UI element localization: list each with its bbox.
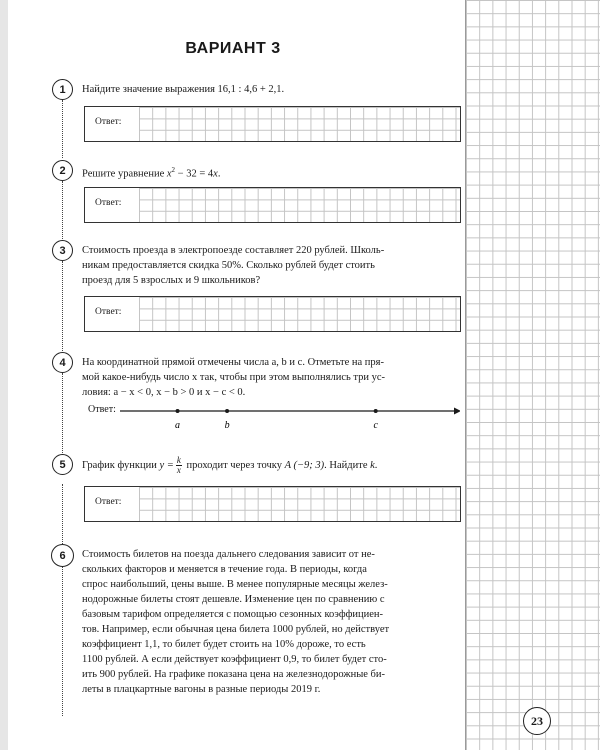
task-connector bbox=[62, 100, 63, 158]
answer-label: Ответ: bbox=[95, 497, 122, 507]
number-line-arrow bbox=[454, 408, 460, 415]
answer-label: Ответ: bbox=[88, 404, 116, 415]
answer-label: Ответ: bbox=[95, 307, 122, 317]
variant-title: ВАРИАНТ 3 bbox=[185, 40, 281, 57]
fraction: $\frac{k}{x}$ bbox=[176, 455, 181, 475]
answer-cells[interactable] bbox=[139, 188, 460, 222]
point-a-label: a bbox=[175, 420, 181, 431]
point-a-marker bbox=[176, 409, 180, 413]
task-connector bbox=[62, 566, 63, 716]
margin-grid bbox=[466, 0, 600, 750]
page-number: 23 bbox=[523, 707, 551, 735]
task-2-text: Решите уравнение $x^2 - 32 = 4x$. bbox=[82, 166, 221, 180]
task-1-answer-box[interactable] bbox=[84, 106, 461, 142]
answer-cells[interactable] bbox=[139, 107, 460, 141]
answer-cells[interactable] bbox=[139, 487, 460, 521]
task-number: 1 bbox=[52, 79, 73, 100]
point-b-marker bbox=[225, 409, 229, 413]
number-line[interactable] bbox=[120, 404, 460, 434]
task-connector bbox=[62, 373, 63, 463]
page-spine bbox=[0, 0, 8, 750]
task-6-text: Стоимость билетов на поезда дальнего следования зависит от не- скольких факторов и меняется в течение года. В периоды, когда спрос наибольший, цены выше. В менее популярные месяцы желез- нодорожные билеты стоят дешевле. Изменение цен по сравнению с базовым тарифом определяется с помощью сезонных коэффициен- тов. Например, если обычная цена билета 1000 рублей, но действует коэффициент 1,1, то билет будет стоить на 10% дороже, то есть 1100 рублей. А если действует коэффициент 0,9, то билет будет сто- ить 900 рублей. На графике показана цена на железнодорожные би- леты в плацкартные вагоны в разные периоды 2019 г. bbox=[82, 549, 390, 695]
point-b-label: b bbox=[224, 420, 230, 431]
task-number: 4 bbox=[52, 352, 73, 373]
point-c-marker bbox=[374, 409, 378, 413]
answer-label: Ответ: bbox=[95, 198, 122, 208]
answer-cells[interactable] bbox=[139, 297, 460, 331]
task-5-answer-box[interactable] bbox=[84, 486, 461, 522]
task-4-text: На координатной прямой отмечены числа a, b и c. Отметьте на пря- мой какое-нибудь число x так, чтобы при этом выполнялись три ус- ловия: a − x < 0, x − b > 0 и x − c < 0. bbox=[82, 357, 386, 398]
task-number: 5 bbox=[52, 454, 73, 475]
task-connector bbox=[62, 181, 63, 239]
task-connector bbox=[62, 484, 63, 544]
task-number: 2 bbox=[52, 160, 73, 181]
task-number: 6 bbox=[51, 544, 74, 567]
task-3-text: Стоимость проезда в электропоезде составляет 220 рублей. Школь- никам предоставляется скидка 50%. Сколько рублей будет стоить проезд для 5 взрослых и 9 школьников? bbox=[82, 245, 385, 286]
answer-label: Ответ: bbox=[95, 117, 122, 127]
task-connector bbox=[62, 261, 63, 351]
task-number: 3 bbox=[52, 240, 73, 261]
margin-line bbox=[465, 0, 466, 750]
task-5-text: График функции y = $\frac{k}{x}$ проходит через точку A (−9; 3). Найдите k. bbox=[82, 455, 378, 475]
task-2-answer-box[interactable] bbox=[84, 187, 461, 223]
task-1-text: Найдите значение выражения 16,1 : 4,6 + 2,1. bbox=[82, 84, 285, 95]
task-3-answer-box[interactable] bbox=[84, 296, 461, 332]
point-c-label: c bbox=[373, 420, 378, 431]
